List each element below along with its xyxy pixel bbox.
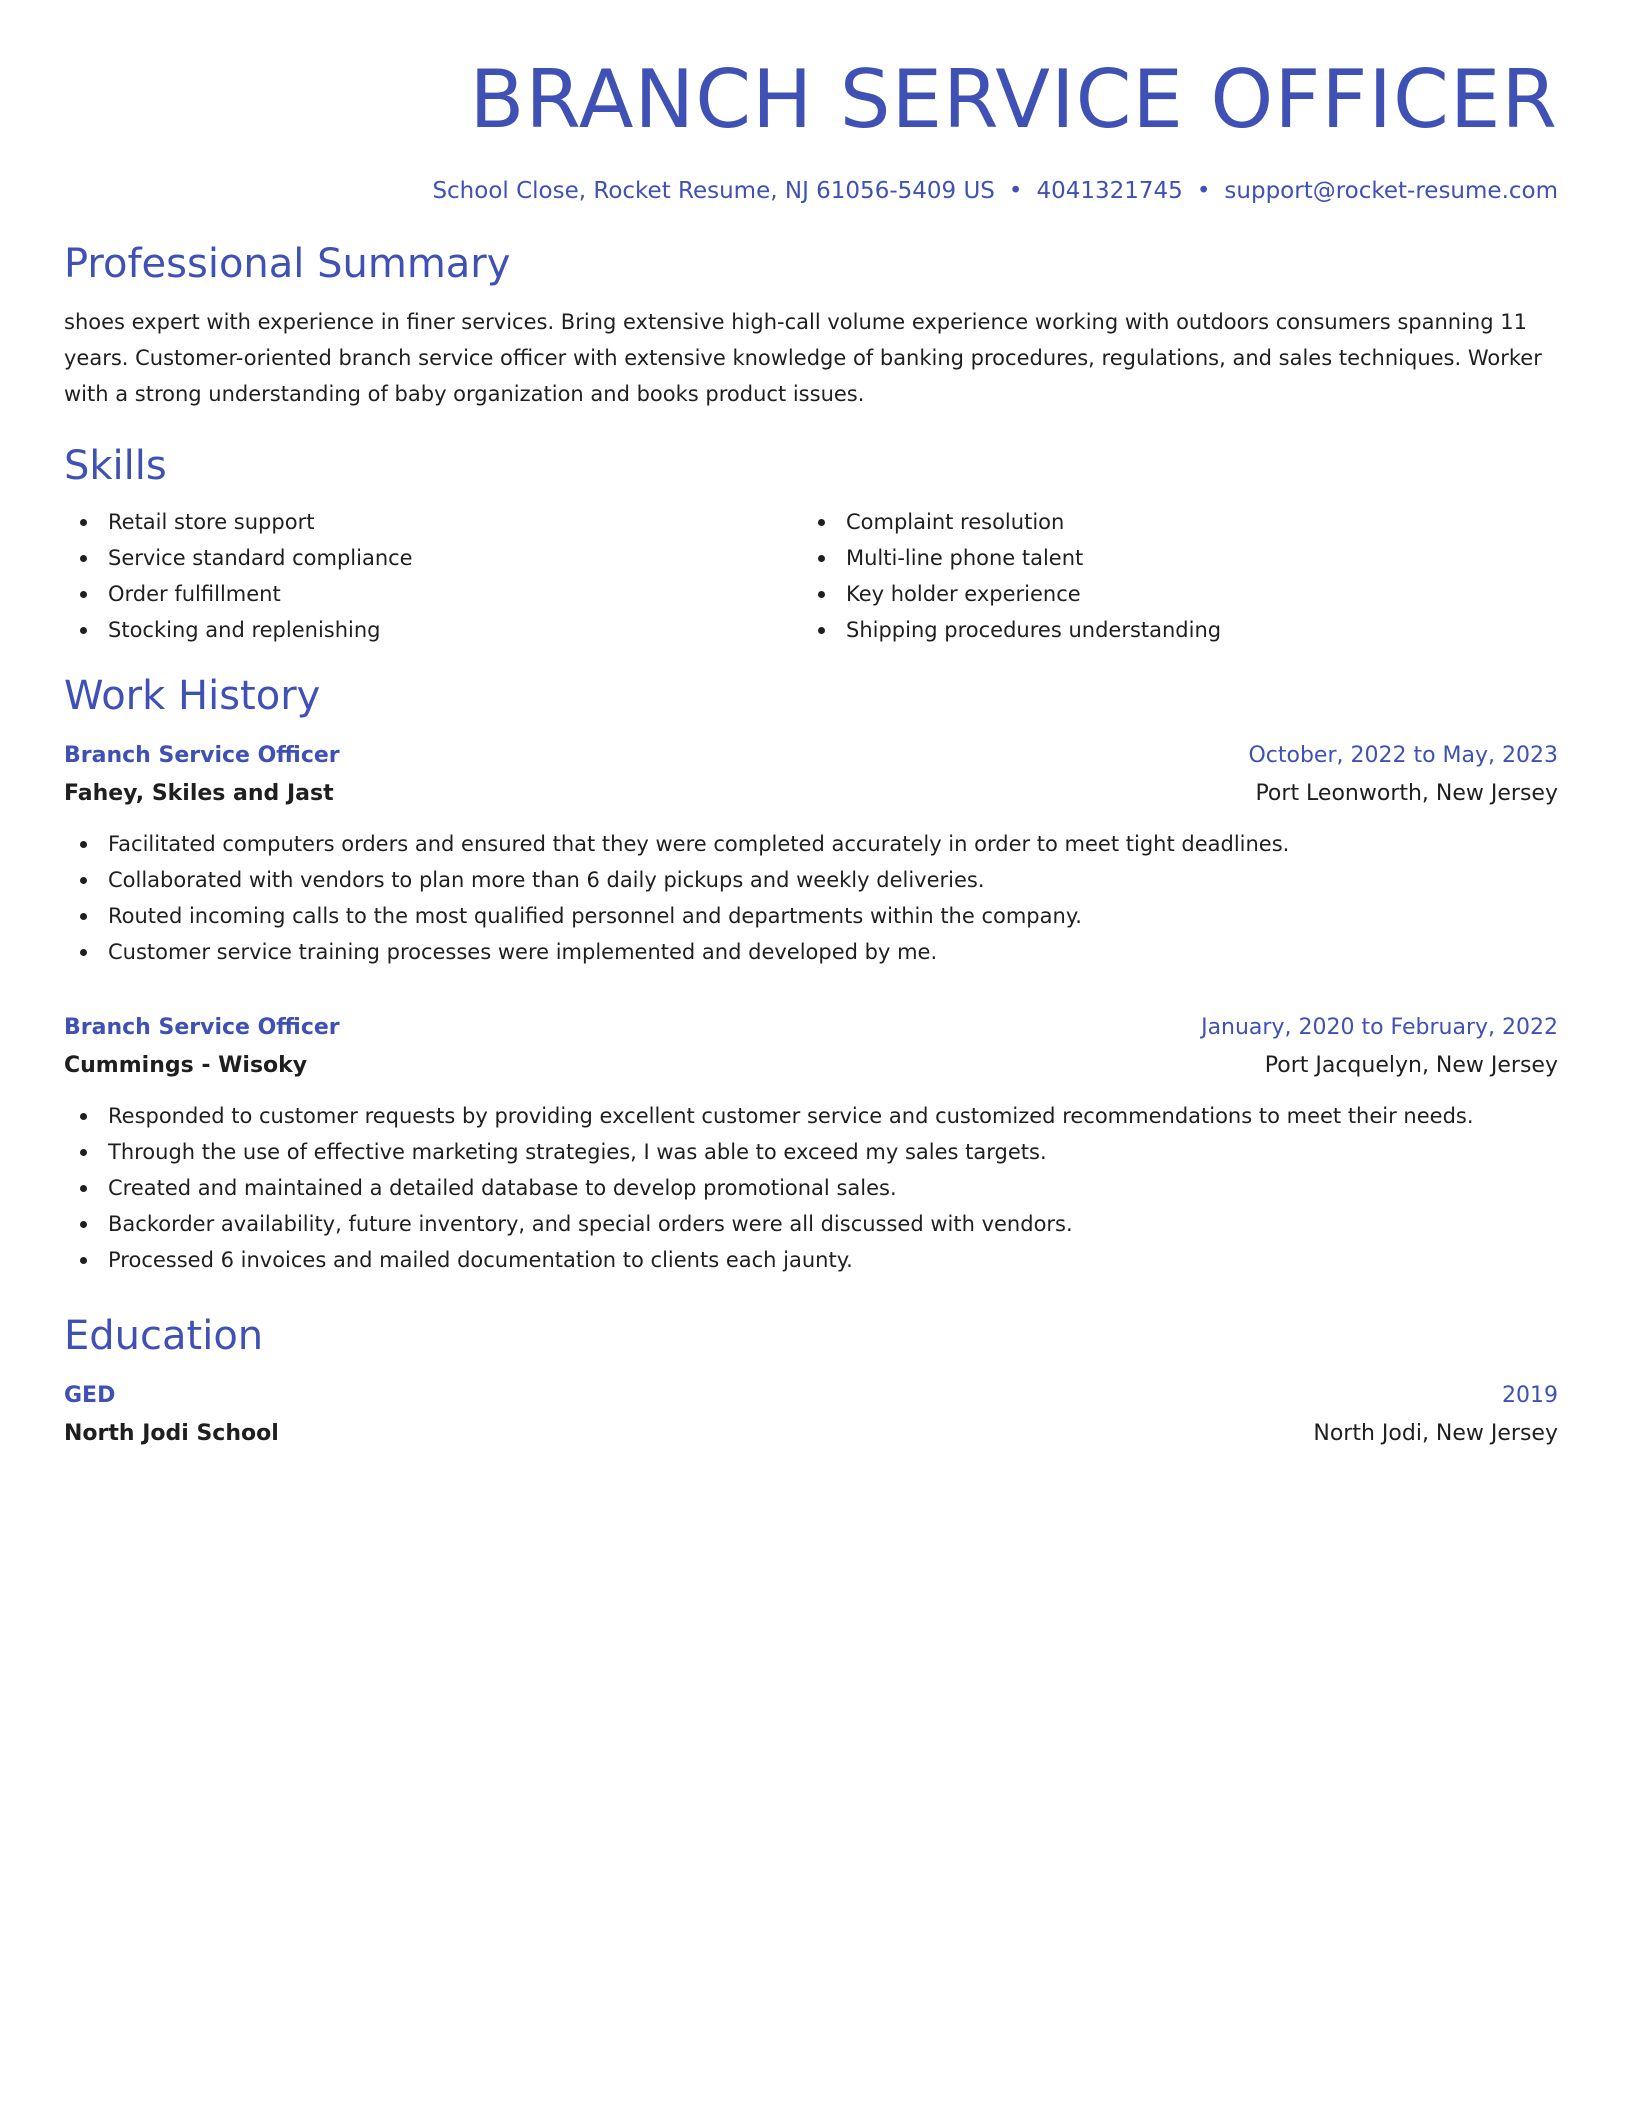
- skills-grid: [64, 504, 1558, 648]
- contact-phone: 4041321745: [1036, 178, 1183, 204]
- bullet-icon: [818, 519, 825, 526]
- job-bullet: [64, 1134, 1558, 1170]
- job-company-row: [64, 774, 1558, 814]
- job-bullet-text: Responded to customer requests by providing excellent customer service and customized recommendations to meet their needs.: [108, 1104, 1474, 1128]
- skill-item: [802, 576, 1540, 612]
- bullet-icon: [818, 555, 825, 562]
- education-degree: GED: [64, 1383, 116, 1408]
- contact-line: [64, 178, 1558, 204]
- job-location: Port Leonworth, New Jersey: [1255, 781, 1558, 806]
- bullet-icon: [80, 1113, 87, 1120]
- skill-label: Multi-line phone talent: [846, 546, 1084, 570]
- skills-column-left: [64, 504, 802, 648]
- skill-item: [64, 576, 802, 612]
- skill-label: Complaint resolution: [846, 510, 1065, 534]
- bullet-icon: [80, 1221, 87, 1228]
- skills-heading: Skills: [64, 443, 167, 489]
- skills-column-right: [802, 504, 1540, 648]
- job-bullet-text: Customer service training processes were implemented and developed by me.: [108, 940, 938, 964]
- work-history-section: [64, 672, 1558, 1278]
- job-entry: [64, 1010, 1558, 1278]
- job-dates: October, 2022 to May, 2023: [1248, 743, 1558, 768]
- bullet-icon: [80, 841, 87, 848]
- job-company-row: [64, 1046, 1558, 1086]
- job-bullet: [64, 934, 1558, 970]
- summary-heading: Professional Summary: [64, 241, 511, 287]
- skill-item: [64, 612, 802, 648]
- bullet-icon: [80, 555, 87, 562]
- job-bullet: [64, 862, 1558, 898]
- job-bullet-text: Processed 6 invoices and mailed documentation to clients each jaunty.: [108, 1248, 853, 1272]
- job-bullet: [64, 1242, 1558, 1278]
- skill-item: [64, 540, 802, 576]
- bullet-icon: [80, 591, 87, 598]
- skills-list-right: [802, 504, 1540, 648]
- job-bullets: [64, 1098, 1558, 1278]
- job-entry: [64, 738, 1558, 970]
- job-title: Branch Service Officer: [64, 1015, 340, 1040]
- education-degree-row: [64, 1378, 1558, 1414]
- bullet-icon: [80, 877, 87, 884]
- education-school: North Jodi School: [64, 1421, 279, 1446]
- skill-label: Shipping procedures understanding: [846, 618, 1222, 642]
- job-bullet-text: Created and maintained a detailed database to develop promotional sales.: [108, 1176, 897, 1200]
- summary-section: [64, 240, 1558, 412]
- skill-label: Stocking and replenishing: [108, 618, 381, 642]
- skill-item: [64, 504, 802, 540]
- job-bullet: [64, 1206, 1558, 1242]
- bullet-icon: [818, 591, 825, 598]
- job-dates: January, 2020 to February, 2022: [1201, 1015, 1558, 1040]
- education-year: 2019: [1502, 1383, 1558, 1408]
- job-bullet-text: Through the use of effective marketing strategies, I was able to exceed my sales targets.: [108, 1140, 1047, 1164]
- job-company: Cummings - Wisoky: [64, 1053, 308, 1078]
- skill-item: [802, 540, 1540, 576]
- contact-separator: •: [1008, 178, 1023, 204]
- bullet-icon: [80, 1257, 87, 1264]
- bullet-icon: [80, 1149, 87, 1156]
- bullet-icon: [80, 913, 87, 920]
- job-company: Fahey, Skiles and Jast: [64, 781, 334, 806]
- job-bullet: [64, 898, 1558, 934]
- skill-label: Retail store support: [108, 510, 315, 534]
- contact-email[interactable]: support@rocket-resume.com: [1224, 178, 1558, 204]
- job-title-row: [64, 738, 1558, 774]
- bullet-icon: [80, 949, 87, 956]
- contact-address: School Close, Rocket Resume, NJ 61056-5409 US: [432, 178, 995, 204]
- job-bullet-text: Routed incoming calls to the most qualified personnel and departments within the company.: [108, 904, 1082, 928]
- summary-text: shoes expert with experience in finer services. Bring extensive high-call volume experience working with outdoors consumers spanning 11 years. Customer-oriented branch service officer with extensive knowledge of banking procedures, regulations, and sales techniques. Worker with a strong understanding of baby organization and books product issues.: [64, 310, 1542, 406]
- job-title-row: [64, 1010, 1558, 1046]
- job-bullet-text: Facilitated computers orders and ensured that they were completed accurately in order to meet tight deadlines.: [108, 832, 1290, 856]
- education-heading: Education: [64, 1313, 264, 1359]
- skill-label: Key holder experience: [846, 582, 1081, 606]
- bullet-icon: [80, 519, 87, 526]
- education-section: [64, 1312, 1558, 1454]
- job-bullets: [64, 826, 1558, 970]
- skill-item: [802, 612, 1540, 648]
- skills-list-left: [64, 504, 802, 648]
- job-bullet: [64, 1098, 1558, 1134]
- job-bullet-text: Collaborated with vendors to plan more than 6 daily pickups and weekly deliveries.: [108, 868, 985, 892]
- work-history-heading: Work History: [64, 673, 321, 719]
- job-location: Port Jacquelyn, New Jersey: [1264, 1053, 1558, 1078]
- contact-separator: •: [1196, 178, 1211, 204]
- bullet-icon: [80, 1185, 87, 1192]
- job-bullet: [64, 826, 1558, 862]
- skill-item: [802, 504, 1540, 540]
- skill-label: Order fulfillment: [108, 582, 281, 606]
- job-bullet-text: Backorder availability, future inventory, and special orders were all discussed with vendors.: [108, 1212, 1073, 1236]
- skills-section: [64, 442, 1558, 648]
- bullet-icon: [80, 627, 87, 634]
- skill-label: Service standard compliance: [108, 546, 413, 570]
- job-title: Branch Service Officer: [64, 743, 340, 768]
- resume-name-title: BRANCH SERVICE OFFICER: [469, 53, 1558, 146]
- education-school-row: [64, 1414, 1558, 1454]
- education-entry: [64, 1378, 1558, 1454]
- bullet-icon: [818, 627, 825, 634]
- education-location: North Jodi, New Jersey: [1313, 1421, 1558, 1446]
- job-bullet: [64, 1170, 1558, 1206]
- resume-page: [64, 0, 1558, 1454]
